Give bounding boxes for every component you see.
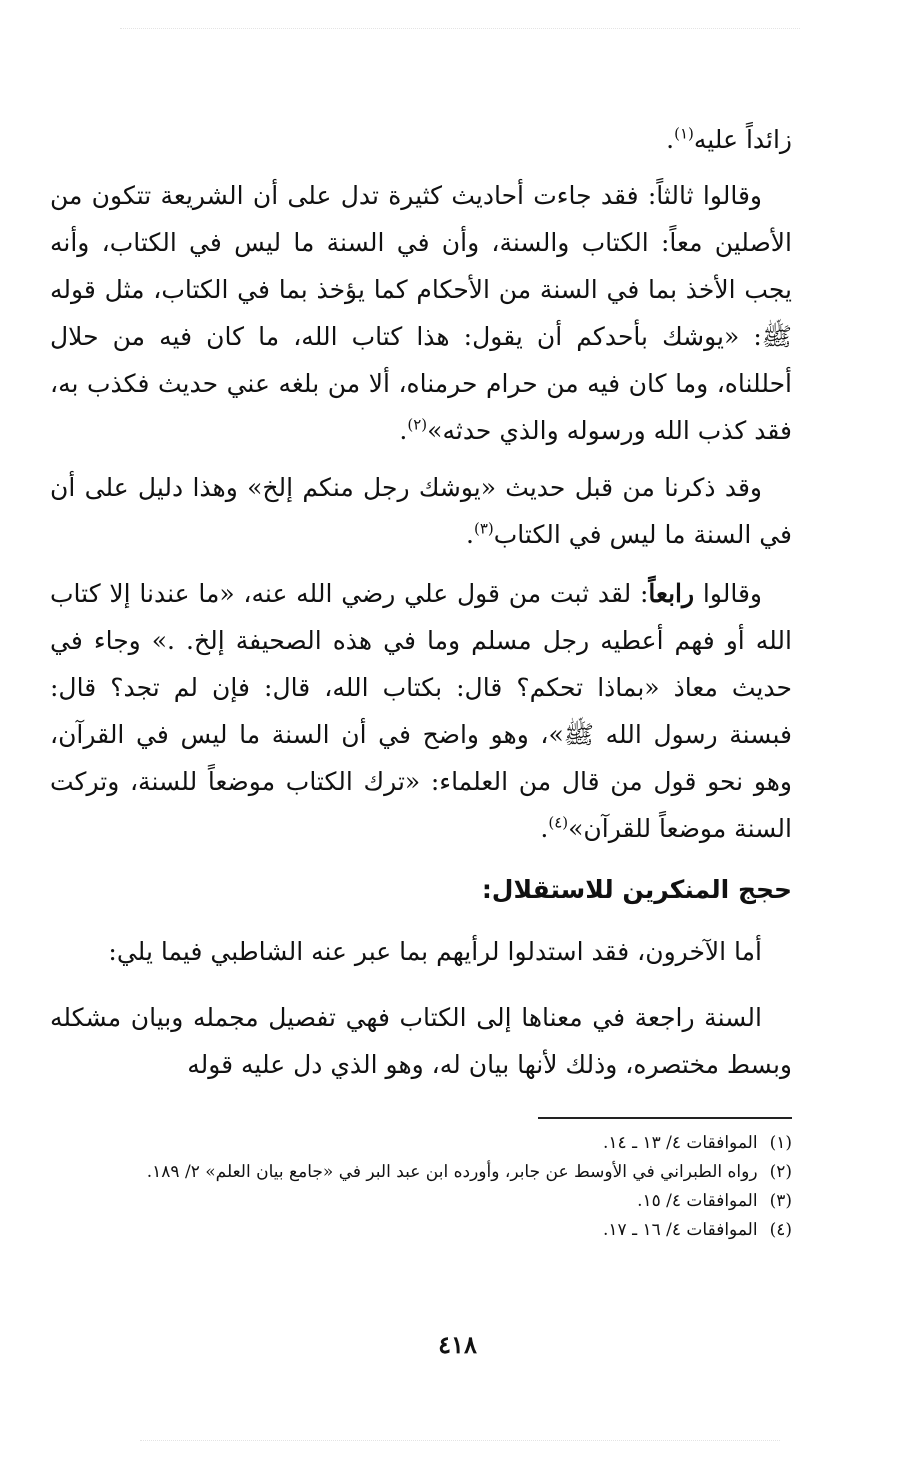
footnote-ref: (١): [674, 124, 694, 143]
footnote-number: (٤): [769, 1220, 792, 1240]
footnotes-list: [50, 1129, 792, 1245]
footnote-text: الموافقات ٤/ ١٣ ـ ١٤.: [603, 1133, 758, 1153]
paragraph-text: وقد ذكرنا من قبل حديث «يوشك رجل منكم إلخ» وهذا دليل على أن في السنة ما ليس في الكتاب: [50, 473, 792, 549]
paragraph-hadith-reference: وقد ذكرنا من قبل حديث «يوشك رجل منكم إلخ» وهذا دليل على أن في السنة ما ليس في الكتاب$^{(٣)}$.: [50, 473, 792, 549]
footnote-separator: [538, 1117, 792, 1119]
footnote-item: [50, 1129, 792, 1158]
paragraph-text: : لقد ثبت من قول علي رضي الله عنه، «ما عندنا إلا كتاب الله أو فهم أعطيه رجل مسلم وما في هذه الصحيفة إلخ. .» وجاء في حديث معاذ «بماذا تحكم؟ قال: بكتاب الله، قال: فإن لم تجد؟ قال: فبسنة رسول الله ﷺ»، وهو واضح في أن السنة ما ليس في القرآن، وهو نحو قول من قال من العلماء: «ترك الكتاب موضعاً للسنة، وتركت السنة موضعاً للقرآن»: [50, 579, 792, 843]
footnote-text: الموافقات ٤/ ١٦ ـ ١٧.: [603, 1220, 758, 1240]
footnote-ref: (٢): [407, 415, 428, 434]
paragraph-lead: وقالوا: [694, 579, 762, 608]
footnote-number: (١): [769, 1133, 792, 1153]
footnote-item: [50, 1187, 792, 1216]
paragraph-text: زائداً عليه: [693, 125, 792, 154]
scan-artifact: [140, 1440, 780, 1441]
footnote-item: [50, 1216, 792, 1245]
paragraph-lead-bold: رابعاً: [648, 579, 695, 608]
footnote-ref: (٤): [548, 813, 569, 832]
footnote-ref: (٣): [473, 519, 494, 538]
paragraph-third-argument: وقالوا ثالثاً: فقد جاءت أحاديث كثيرة تدل على أن الشريعة تتكون من الأصلين معاً: الكتاب والسنة، وأن في السنة ما ليس في الكتاب، وأنه يجب الأخذ بما في السنة من الأحكام كما يؤخذ بما في الكتاب، مثل قوله ﷺ: «يوشك بأحدكم أن يقول: هذا كتاب الله، ما كان فيه من حلال أحللناه، وما كان فيه من حرام حرمناه، ألا من بلغه عني حديث فكذب به، فقد كذب الله ورسوله والذي حدثه»$^{(٢)}$.: [50, 181, 792, 445]
paragraph-shatibi-quote: السنة راجعة في معناها إلى الكتاب فهي تفصيل مجمله وبيان مشكله وبسط مختصره، وذلك لأنها بيان له، وهو الذي دل عليه قوله: [50, 1003, 792, 1079]
paragraph-others-intro: أما الآخرون، فقد استدلوا لرأيهم بما عبر عنه الشاطبي فيما يلي:: [108, 937, 762, 966]
footnote-text: رواه الطبراني في الأوسط عن جابر، وأورده ابن عبد البر في «جامع بيان العلم» ٢/ ١٨٩.: [146, 1162, 758, 1182]
section-heading: حجج المنكرين للاستقلال:: [481, 875, 792, 904]
footnote-number: (٣): [769, 1191, 792, 1211]
paragraph-continuation: زائداً عليه$^{(١)}$.: [666, 124, 792, 154]
scan-artifact: [120, 28, 800, 29]
paragraph-text: : فقد جاءت أحاديث كثيرة تدل على أن الشريعة تتكون من الأصلين معاً: الكتاب والسنة، وأن في السنة ما ليس في الكتاب، وأنه يجب الأخذ بما في السنة من الأحكام كما يؤخذ بما في الكتاب، مثل قوله ﷺ: «يوشك بأحدكم أن يقول: هذا كتاب الله، ما كان فيه من حلال أحللناه، وما كان فيه من حرام حرمناه، ألا من بلغه عني حديث فكذب به، فقد كذب الله ورسوله والذي حدثه»: [50, 181, 792, 445]
footnote-item: [50, 1158, 792, 1187]
footnote-number: (٢): [769, 1162, 792, 1182]
footnote-text: الموافقات ٤/ ١٥.: [637, 1191, 758, 1211]
page-number: ٤١٨: [438, 1330, 477, 1359]
paragraph-lead: وقالوا ثالثاً: [656, 181, 762, 210]
paragraph-fourth-argument: وقالوا رابعاً: لقد ثبت من قول علي رضي الله عنه، «ما عندنا إلا كتاب الله أو فهم أعطيه رجل مسلم وما في هذه الصحيفة إلخ. .» وجاء في حديث معاذ «بماذا تحكم؟ قال: بكتاب الله، قال: فإن لم تجد؟ قال: فبسنة رسول الله ﷺ»، وهو واضح في أن السنة ما ليس في القرآن، وهو نحو قول من قال من العلماء: «ترك الكتاب موضعاً للسنة، وتركت السنة موضعاً للقرآن»$^{(٤)}$.: [50, 579, 792, 843]
